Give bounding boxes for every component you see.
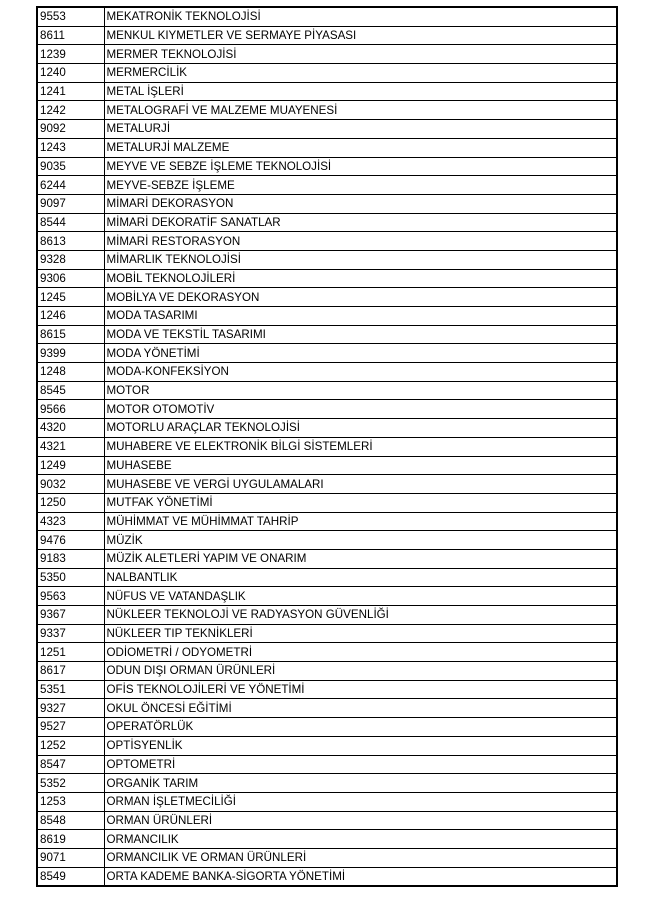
program-name-cell: NALBANTLIK [104,568,617,587]
program-name-cell: ORMAN İŞLETMECİLİĞİ [104,792,617,811]
program-code-cell: 1243 [37,138,104,157]
program-name-cell: OPTOMETRİ [104,755,617,774]
program-name-cell: MODA-KONFEKSİYON [104,363,617,382]
program-code-cell: 1251 [37,643,104,662]
table-row [37,811,617,830]
table-row [37,848,617,867]
program-name-cell: MEKATRONİK TEKNOLOJİSİ [104,7,617,26]
program-code-cell: 1249 [37,456,104,475]
program-code-cell: 1248 [37,363,104,382]
program-name-cell: METALOGRAFİ VE MALZEME MUAYENESİ [104,101,617,120]
table-row [37,138,617,157]
program-name-cell: MUHASEBE VE VERGİ UYGULAMALARI [104,475,617,494]
program-name-cell: MEYVE VE SEBZE İŞLEME TEKNOLOJİSİ [104,157,617,176]
program-code-cell: 9035 [37,157,104,176]
program-code-cell: 4323 [37,512,104,531]
table-row [37,662,617,681]
program-name-cell: METALURJİ MALZEME [104,138,617,157]
program-code-cell: 4321 [37,437,104,456]
table-row [37,101,617,120]
program-name-cell: ORGANİK TARIM [104,774,617,793]
program-code-cell: 9566 [37,400,104,419]
program-name-cell: MÜZİK [104,531,617,550]
program-code-cell: 8548 [37,811,104,830]
table-row [37,120,617,139]
table-row [37,250,617,269]
program-code-cell: 1245 [37,288,104,307]
program-name-cell: MİMARLIK TEKNOLOJİSİ [104,250,617,269]
program-code-cell: 6244 [37,176,104,195]
table-row [37,512,617,531]
program-code-cell: 9367 [37,606,104,625]
program-name-cell: MOBİLYA VE DEKORASYON [104,288,617,307]
program-name-cell: MEYVE-SEBZE İŞLEME [104,176,617,195]
program-code-cell: 9306 [37,269,104,288]
table-row [37,213,617,232]
program-name-cell: MÜZİK ALETLERİ YAPIM VE ONARIM [104,549,617,568]
table-row [37,718,617,737]
table-row [37,400,617,419]
program-code-cell: 8544 [37,213,104,232]
table-row [37,475,617,494]
table-row [37,755,617,774]
program-name-cell: MODA YÖNETİMİ [104,344,617,363]
program-name-cell: ODİOMETRİ / ODYOMETRİ [104,643,617,662]
program-code-cell: 9337 [37,624,104,643]
program-name-cell: MERMERCİLİK [104,64,617,83]
document-page [36,6,618,887]
program-name-cell: MOTOR OTOMOTİV [104,400,617,419]
program-name-cell: MENKUL KIYMETLER VE SERMAYE PİYASASI [104,26,617,45]
table-row [37,157,617,176]
table-row [37,419,617,438]
program-code-cell: 8545 [37,381,104,400]
program-name-cell: OFİS TEKNOLOJİLERİ VE YÖNETİMİ [104,680,617,699]
program-name-cell: MUHABERE VE ELEKTRONİK BİLGİ SİSTEMLERİ [104,437,617,456]
program-code-cell: 9071 [37,848,104,867]
program-code-cell: 5350 [37,568,104,587]
program-code-cell: 8611 [37,26,104,45]
table-row [37,176,617,195]
table-row [37,792,617,811]
program-code-cell: 1252 [37,736,104,755]
program-name-cell: MODA TASARIMI [104,307,617,326]
program-code-table [36,6,618,887]
program-name-cell: ORMANCILIK [104,830,617,849]
table-row [37,736,617,755]
table-row [37,344,617,363]
program-code-cell: 8619 [37,830,104,849]
program-code-cell: 5352 [37,774,104,793]
program-name-cell: MOBİL TEKNOLOJİLERİ [104,269,617,288]
program-code-cell: 9328 [37,250,104,269]
program-name-cell: NÜKLEER TEKNOLOJİ VE RADYASYON GÜVENLİĞİ [104,606,617,625]
program-code-cell: 9327 [37,699,104,718]
program-name-cell: ORMANCILIK VE ORMAN ÜRÜNLERİ [104,848,617,867]
table-row [37,549,617,568]
program-code-cell: 8617 [37,662,104,681]
program-code-cell: 9563 [37,587,104,606]
program-name-cell: MERMER TEKNOLOJİSİ [104,45,617,64]
program-code-cell: 1242 [37,101,104,120]
program-code-cell: 9097 [37,194,104,213]
program-code-cell: 1246 [37,307,104,326]
program-name-cell: MUHASEBE [104,456,617,475]
program-code-cell: 8613 [37,232,104,251]
program-code-cell: 8547 [37,755,104,774]
program-code-cell: 1253 [37,792,104,811]
program-code-cell: 9032 [37,475,104,494]
table-body [37,7,617,886]
program-code-cell: 1250 [37,493,104,512]
program-name-cell: MÜHİMMAT VE MÜHİMMAT TAHRİP [104,512,617,531]
program-name-cell: METAL İŞLERİ [104,82,617,101]
program-name-cell: ODUN DIŞI ORMAN ÜRÜNLERİ [104,662,617,681]
table-row [37,624,617,643]
table-row [37,307,617,326]
program-code-cell: 4320 [37,419,104,438]
program-name-cell: OPERATÖRLÜK [104,718,617,737]
table-row [37,587,617,606]
table-row [37,699,617,718]
table-row [37,194,617,213]
table-row [37,643,617,662]
table-row [37,325,617,344]
program-code-cell: 9399 [37,344,104,363]
table-row [37,568,617,587]
program-code-cell: 9476 [37,531,104,550]
program-code-cell: 9527 [37,718,104,737]
program-name-cell: ORMAN ÜRÜNLERİ [104,811,617,830]
table-row [37,26,617,45]
program-name-cell: METALURJİ [104,120,617,139]
program-name-cell: OKUL ÖNCESİ EĞİTİMİ [104,699,617,718]
program-name-cell: OPTİSYENLİK [104,736,617,755]
table-row [37,64,617,83]
table-row [37,232,617,251]
program-name-cell: MİMARİ DEKORATİF SANATLAR [104,213,617,232]
program-name-cell: MUTFAK YÖNETİMİ [104,493,617,512]
program-name-cell: NÜFUS VE VATANDAŞLIK [104,587,617,606]
program-name-cell: MİMARİ DEKORASYON [104,194,617,213]
program-name-cell: MİMARİ RESTORASYON [104,232,617,251]
table-row [37,82,617,101]
program-code-cell: 9183 [37,549,104,568]
table-row [37,288,617,307]
program-name-cell: MODA VE TEKSTİL TASARIMI [104,325,617,344]
table-row [37,363,617,382]
table-row [37,830,617,849]
table-row [37,7,617,26]
table-row [37,680,617,699]
table-row [37,269,617,288]
program-code-cell: 9553 [37,7,104,26]
table-row [37,867,617,886]
program-code-cell: 8549 [37,867,104,886]
program-code-cell: 1241 [37,82,104,101]
program-code-cell: 8615 [37,325,104,344]
program-name-cell: MOTORLU ARAÇLAR TEKNOLOJİSİ [104,419,617,438]
table-row [37,381,617,400]
table-row [37,456,617,475]
program-code-cell: 5351 [37,680,104,699]
program-code-cell: 1240 [37,64,104,83]
table-row [37,45,617,64]
program-code-cell: 1239 [37,45,104,64]
table-row [37,437,617,456]
program-name-cell: ORTA KADEME BANKA-SİGORTA YÖNETİMİ [104,867,617,886]
program-name-cell: NÜKLEER TIP TEKNİKLERİ [104,624,617,643]
program-code-cell: 9092 [37,120,104,139]
table-row [37,493,617,512]
program-name-cell: MOTOR [104,381,617,400]
table-row [37,531,617,550]
table-row [37,774,617,793]
table-row [37,606,617,625]
